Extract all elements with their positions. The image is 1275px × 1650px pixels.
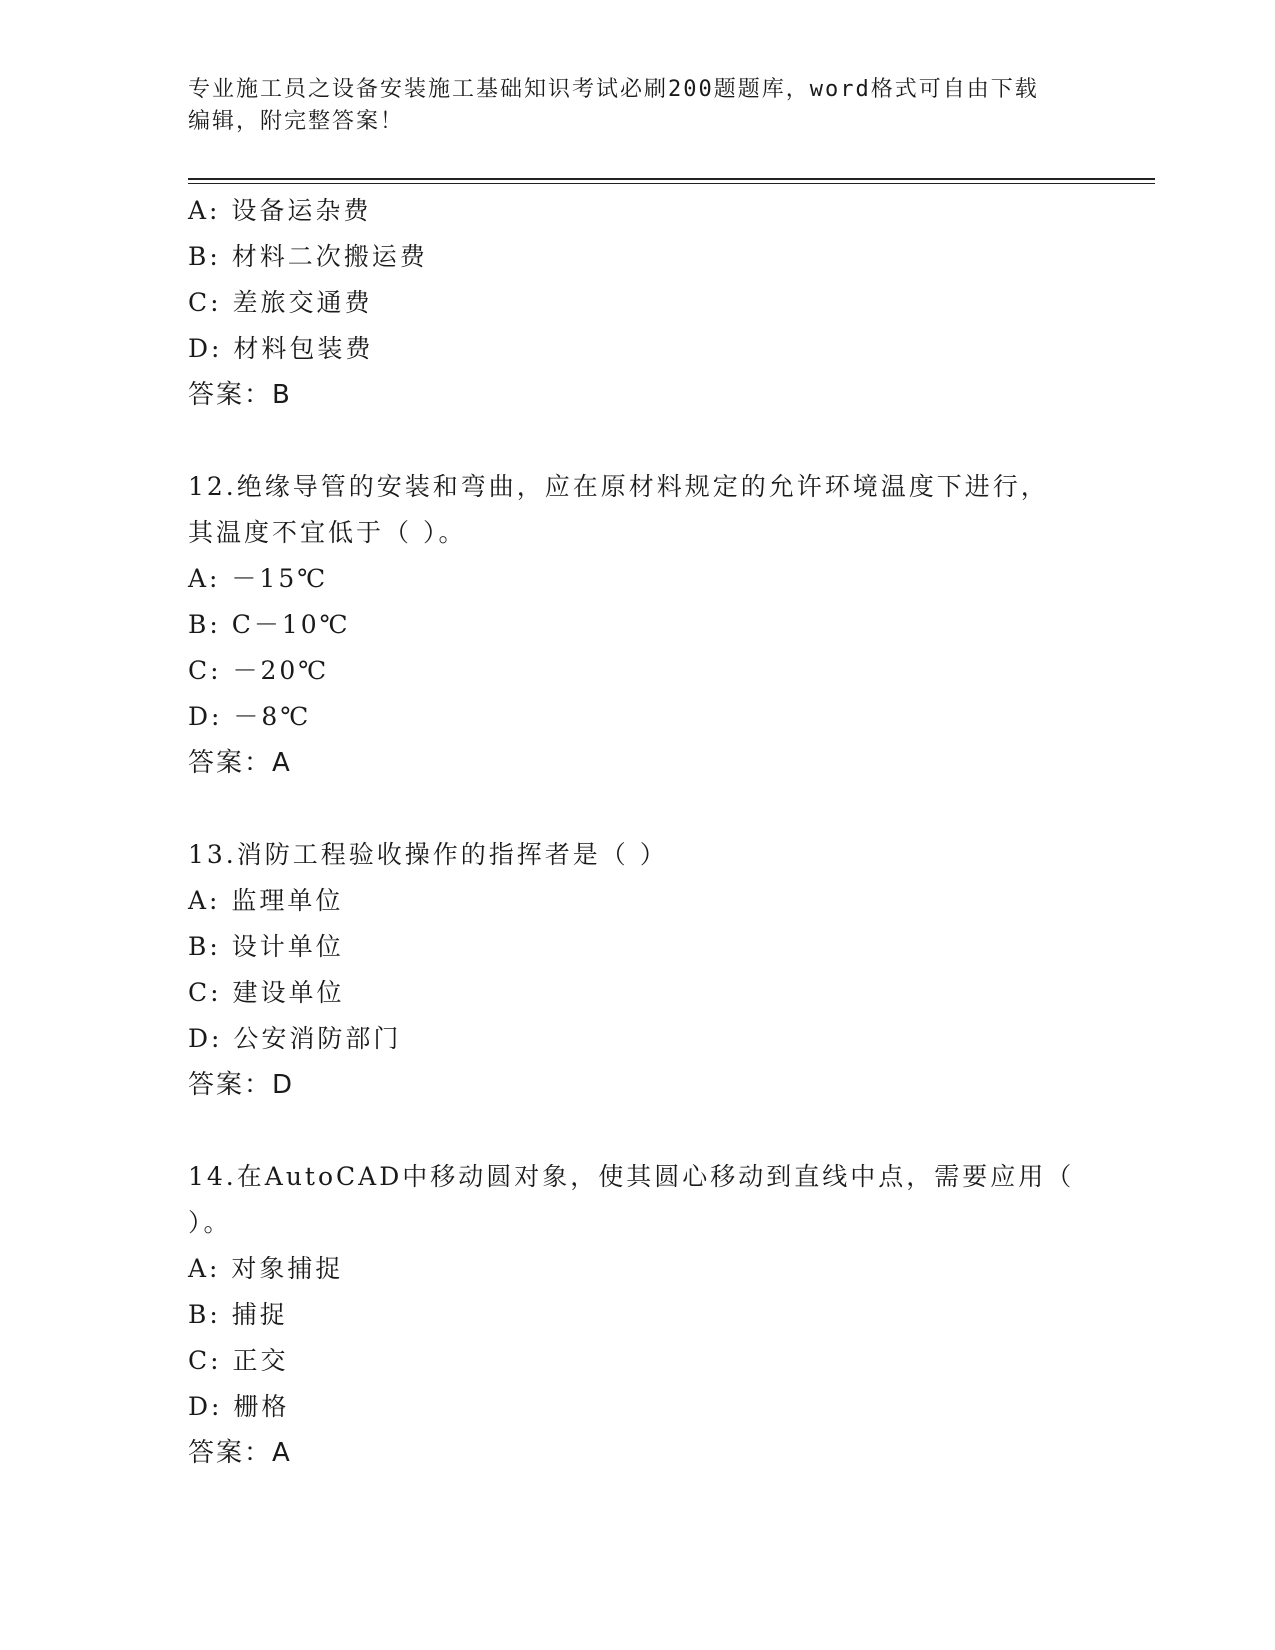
question-text-line2: 其温度不宜低于（ ）。 [188, 518, 467, 547]
option-c: C: 建设单位 [188, 978, 345, 1007]
document-header [188, 74, 1068, 138]
option-d: D: －8℃ [188, 702, 312, 731]
question-text-line1: 14.在AutoCAD中移动圆对象，使其圆心移动到直线中点，需要应用（ [188, 1162, 1075, 1191]
answer-label: 答案：D [188, 1070, 295, 1100]
option-a: A: 对象捕捉 [188, 1254, 344, 1283]
question-14 [188, 1154, 1088, 1476]
question-text-line1: 12.绝缘导管的安装和弯曲，应在原材料规定的允许环境温度下进行， [188, 472, 1049, 501]
answer-label: 答案：A [188, 1438, 292, 1468]
option-a: A: 设备运杂费 [188, 196, 372, 225]
option-d: D: 公安消防部门 [188, 1024, 402, 1053]
option-b: B: C－10℃ [188, 610, 351, 639]
option-c: C: －20℃ [188, 656, 330, 685]
option-d: D: 材料包装费 [188, 334, 374, 363]
spacer [188, 1108, 1088, 1154]
option-b: B: 设计单位 [188, 932, 344, 961]
question-12 [188, 464, 1088, 786]
answer-label: 答案：A [188, 748, 292, 778]
question-13 [188, 832, 1088, 1108]
option-c: C: 正交 [188, 1346, 289, 1375]
option-c: C: 差旅交通费 [188, 288, 373, 317]
option-d: D: 栅格 [188, 1392, 290, 1421]
question-11 [188, 188, 1088, 418]
header-divider-thin [188, 183, 1155, 184]
option-b: B: 材料二次搬运费 [188, 242, 428, 271]
question-text-line1: 13.消防工程验收操作的指挥者是（ ） [188, 840, 668, 869]
spacer [188, 786, 1088, 832]
header-divider-thick [188, 178, 1155, 180]
option-a: A: －15℃ [188, 564, 329, 593]
header-title-line2: 编辑，附完整答案！ [188, 109, 405, 134]
question-text-line2: ）。 [188, 1208, 232, 1237]
question-list [188, 188, 1088, 1476]
spacer [188, 418, 1088, 464]
header-title-line1: 专业施工员之设备安装施工基础知识考试必刷200题题库，word格式可自由下载 [188, 77, 1039, 102]
answer-label: 答案：B [188, 380, 292, 410]
option-b: B: 捕捉 [188, 1300, 288, 1329]
option-a: A: 监理单位 [188, 886, 344, 915]
